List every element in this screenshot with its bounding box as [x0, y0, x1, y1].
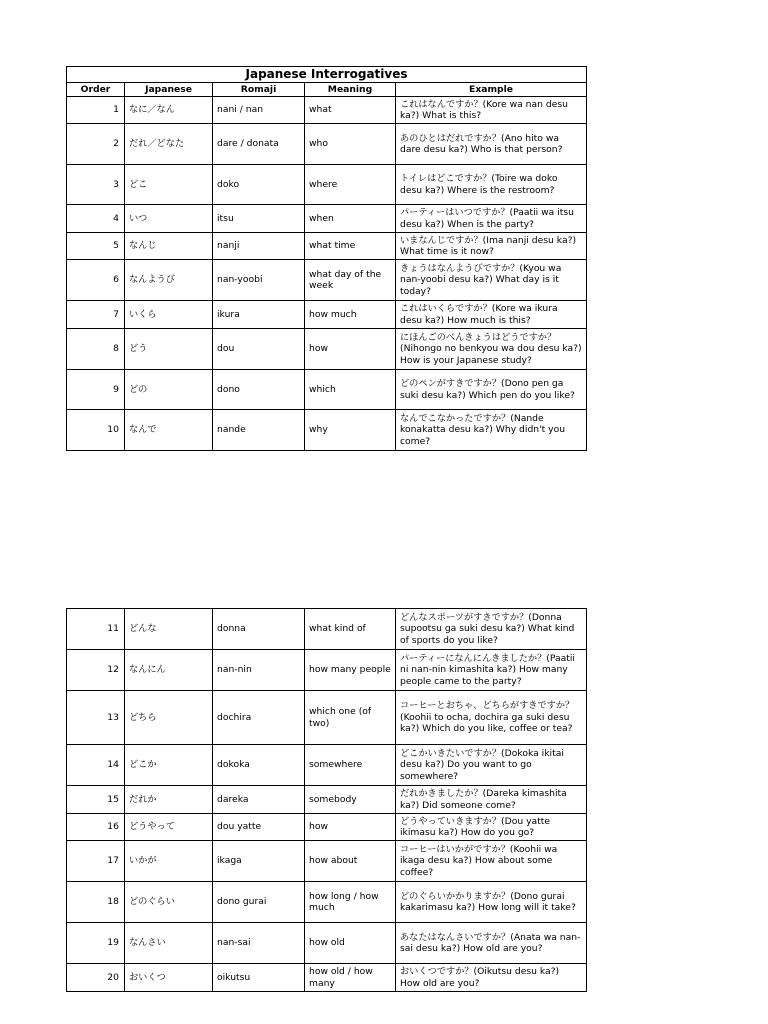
meaning-cell: how about — [305, 841, 396, 882]
japanese-cell: なに／なん — [125, 97, 213, 124]
table-row — [67, 329, 587, 370]
romaji-cell: nan-sai — [213, 923, 305, 964]
meaning-cell: what day of the week — [305, 260, 396, 301]
japanese-cell: だれか — [125, 786, 213, 814]
order-cell: 8 — [67, 329, 125, 370]
order-cell: 17 — [67, 841, 125, 882]
meaning-cell: where — [305, 165, 396, 205]
example-cell: コーヒーとおちゃ、どちらがすきですか？(Koohii to ocha, dochira ga suki desu ka?) Which do you like, coffee or tea? — [396, 691, 587, 745]
meaning-cell: why — [305, 410, 396, 451]
romaji-cell: donna — [213, 609, 305, 650]
order-cell: 16 — [67, 814, 125, 841]
romaji-cell: ikura — [213, 301, 305, 329]
romaji-cell: dare / donata — [213, 124, 305, 165]
meaning-cell: how — [305, 814, 396, 841]
table-row — [67, 233, 587, 260]
header-example: Example — [396, 83, 587, 97]
japanese-cell: なんで — [125, 410, 213, 451]
romaji-cell: dono — [213, 370, 305, 410]
meaning-cell: how — [305, 329, 396, 370]
example-cell: おいくつですか？(Oikutsu desu ka?) How old are you? — [396, 964, 587, 992]
japanese-cell: いくら — [125, 301, 213, 329]
japanese-cell: おいくつ — [125, 964, 213, 992]
table-row — [67, 745, 587, 786]
meaning-cell: which one (of two) — [305, 691, 396, 745]
japanese-cell: どうやって — [125, 814, 213, 841]
example-cell: パーティーになんにんきましたか？(Paatii ni nan-nin kimashita ka?) How many people came to the party? — [396, 650, 587, 691]
romaji-cell: dou yatte — [213, 814, 305, 841]
meaning-cell: how old — [305, 923, 396, 964]
meaning-cell: how long / how much — [305, 882, 396, 923]
romaji-cell: nanji — [213, 233, 305, 260]
japanese-cell: どう — [125, 329, 213, 370]
romaji-cell: nan-yoobi — [213, 260, 305, 301]
example-cell: きょうはなんようびですか？(Kyou wa nan-yoobi desu ka?) What day is it today? — [396, 260, 587, 301]
example-cell: いまなんじですか？(Ima nanji desu ka?) What time is it now? — [396, 233, 587, 260]
japanese-cell: どこ — [125, 165, 213, 205]
romaji-cell: dono gurai — [213, 882, 305, 923]
table-row — [67, 410, 587, 451]
romaji-cell: dokoka — [213, 745, 305, 786]
header-row — [67, 83, 587, 97]
romaji-cell: dochira — [213, 691, 305, 745]
meaning-cell: how old / how many — [305, 964, 396, 992]
example-cell: これはなんですか？(Kore wa nan desu ka?) What is this? — [396, 97, 587, 124]
table-row — [67, 97, 587, 124]
order-cell: 18 — [67, 882, 125, 923]
example-cell: どうやっていきますか？(Dou yatte ikimasu ka?) How do you go? — [396, 814, 587, 841]
example-cell: どこかいきたいですか？(Dokoka ikitai desu ka?) Do you want to go somewhere? — [396, 745, 587, 786]
meaning-cell: when — [305, 205, 396, 233]
japanese-cell: どちら — [125, 691, 213, 745]
japanese-cell: なんさい — [125, 923, 213, 964]
japanese-cell: どこか — [125, 745, 213, 786]
order-cell: 10 — [67, 410, 125, 451]
order-cell: 4 — [67, 205, 125, 233]
table-row — [67, 923, 587, 964]
table-row — [67, 301, 587, 329]
japanese-cell: どんな — [125, 609, 213, 650]
meaning-cell: what time — [305, 233, 396, 260]
japanese-cell: いかが — [125, 841, 213, 882]
table-title: Japanese Interrogatives — [67, 67, 587, 83]
order-cell: 6 — [67, 260, 125, 301]
meaning-cell: somewhere — [305, 745, 396, 786]
example-cell: だれかきましたか？(Dareka kimashita ka?) Did someone come? — [396, 786, 587, 814]
order-cell: 5 — [67, 233, 125, 260]
japanese-cell: なんにん — [125, 650, 213, 691]
order-cell: 7 — [67, 301, 125, 329]
table-row — [67, 964, 587, 992]
table-row — [67, 786, 587, 814]
romaji-cell: doko — [213, 165, 305, 205]
example-cell: これはいくらですか？(Kore wa ikura desu ka?) How much is this? — [396, 301, 587, 329]
order-cell: 12 — [67, 650, 125, 691]
title-row — [67, 67, 587, 83]
japanese-cell: だれ／どなた — [125, 124, 213, 165]
header-order: Order — [67, 83, 125, 97]
order-cell: 9 — [67, 370, 125, 410]
table-row — [67, 260, 587, 301]
example-cell: パーティーはいつですか？(Paatii wa itsu desu ka?) When is the party? — [396, 205, 587, 233]
romaji-cell: itsu — [213, 205, 305, 233]
header-romaji: Romaji — [213, 83, 305, 97]
romaji-cell: nan-nin — [213, 650, 305, 691]
romaji-cell: dou — [213, 329, 305, 370]
romaji-cell: dareka — [213, 786, 305, 814]
order-cell: 1 — [67, 97, 125, 124]
japanese-cell: いつ — [125, 205, 213, 233]
order-cell: 14 — [67, 745, 125, 786]
header-meaning: Meaning — [305, 83, 396, 97]
order-cell: 19 — [67, 923, 125, 964]
table-row — [67, 814, 587, 841]
romaji-cell: nani / nan — [213, 97, 305, 124]
meaning-cell: what — [305, 97, 396, 124]
order-cell: 15 — [67, 786, 125, 814]
romaji-cell: ikaga — [213, 841, 305, 882]
header-japanese: Japanese — [125, 83, 213, 97]
example-cell: コーヒーはいかがですか？(Koohii wa ikaga desu ka?) How about some coffee? — [396, 841, 587, 882]
table-row — [67, 650, 587, 691]
example-cell: どのペンがすきですか？(Dono pen ga suki desu ka?) Which pen do you like? — [396, 370, 587, 410]
table-row — [67, 124, 587, 165]
meaning-cell: which — [305, 370, 396, 410]
example-cell: どんなスポーツがすきですか？(Donna supootsu ga suki desu ka?) What kind of sports do you like? — [396, 609, 587, 650]
example-cell: なんでこなかったですか？(Nande konakatta desu ka?) Why didn't you come? — [396, 410, 587, 451]
example-cell: トイレはどこですか？(Toire wa doko desu ka?) Where is the restroom? — [396, 165, 587, 205]
meaning-cell: what kind of — [305, 609, 396, 650]
romaji-cell: nande — [213, 410, 305, 451]
meaning-cell: who — [305, 124, 396, 165]
japanese-cell: どの — [125, 370, 213, 410]
japanese-cell: なんようび — [125, 260, 213, 301]
table-row — [67, 205, 587, 233]
example-cell: あなたはなんさいですか？(Anata wa nan-sai desu ka?) How old are you? — [396, 923, 587, 964]
order-cell: 3 — [67, 165, 125, 205]
example-cell: あのひとはだれですか？(Ano hito wa dare desu ka?) Who is that person? — [396, 124, 587, 165]
meaning-cell: how much — [305, 301, 396, 329]
japanese-cell: なんじ — [125, 233, 213, 260]
interrogatives-table-part-1 — [66, 66, 587, 451]
example-cell: にほんごのべんきょうはどうですか？(Nihongo no benkyou wa dou desu ka?) How is your Japanese study? — [396, 329, 587, 370]
romaji-cell: oikutsu — [213, 964, 305, 992]
interrogatives-table-part-2 — [66, 608, 587, 992]
meaning-cell: how many people — [305, 650, 396, 691]
table-row — [67, 882, 587, 923]
order-cell: 2 — [67, 124, 125, 165]
table-row — [67, 841, 587, 882]
table-row — [67, 165, 587, 205]
meaning-cell: somebody — [305, 786, 396, 814]
table-row — [67, 691, 587, 745]
order-cell: 13 — [67, 691, 125, 745]
example-cell: どのぐらいかかりますか？(Dono gurai kakarimasu ka?) How long will it take? — [396, 882, 587, 923]
order-cell: 11 — [67, 609, 125, 650]
table-row — [67, 370, 587, 410]
order-cell: 20 — [67, 964, 125, 992]
japanese-cell: どのぐらい — [125, 882, 213, 923]
table-row — [67, 609, 587, 650]
